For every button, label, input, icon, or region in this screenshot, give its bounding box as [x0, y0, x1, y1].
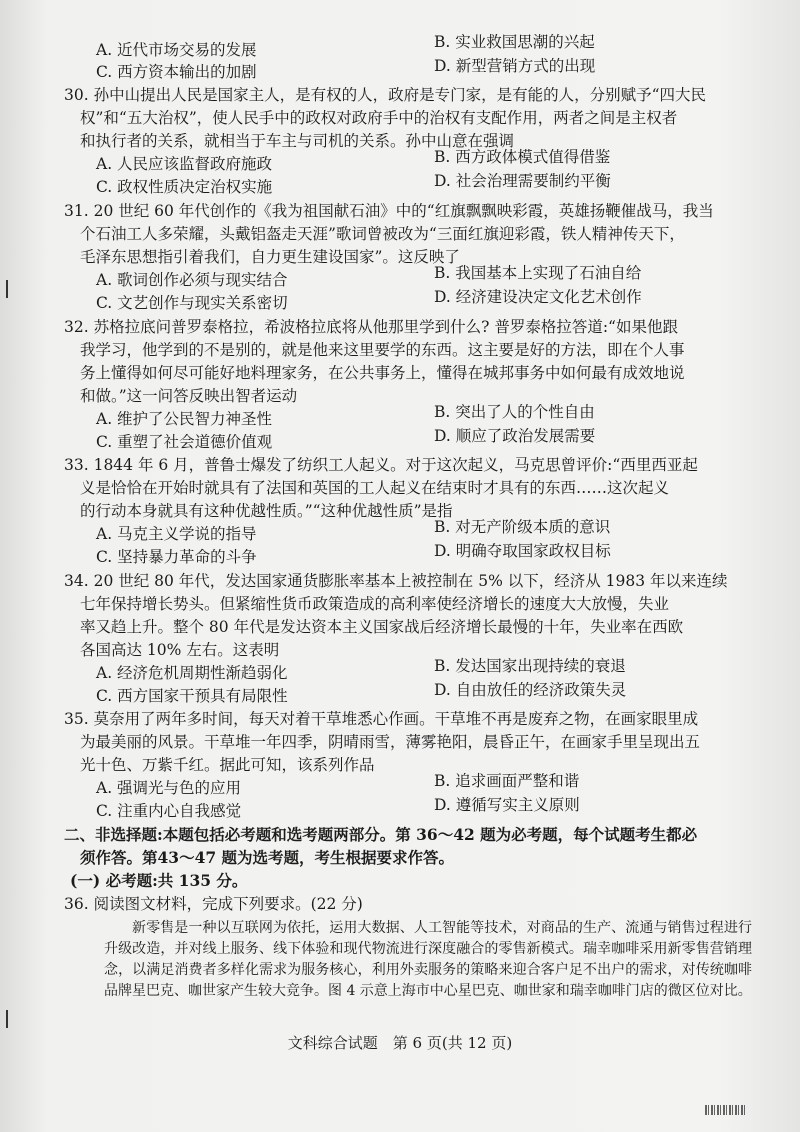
q30-option-b: B. 西方政体模式值得借鉴 [434, 148, 611, 166]
q30-stem-line2: 权”和“五大治权”，使人民手中的政权对政府手中的治权有支配作用，两者之间是主权者 [80, 109, 678, 127]
section2-subheading: (一) 必考题:共 135 分。 [70, 871, 248, 890]
q30-stem-line1: 30. 孙中山提出人民是国家主人，是有权的人，政府是专门家，是有能的人，分别赋予“四大民 [64, 86, 707, 104]
q34-stem-line3: 率又趋上升。整个 80 年代是发达资本主义国家战后经济增长最慢的十年，失业率在西欧 [80, 618, 684, 636]
q30-stem-line3: 和执行者的关系，就相当于车主与司机的关系。孙中山意在强调 [80, 132, 515, 150]
q35-option-a: A. 强调光与色的应用 [96, 779, 242, 797]
q29-option-c: C. 西方资本输出的加剧 [96, 63, 257, 81]
q29-option-a: A. 近代市场交易的发展 [96, 41, 257, 59]
q31-stem-line3: 毛泽东思想指引着我们，自力更生建设国家”。这反映了 [80, 248, 460, 266]
q34-option-c: C. 西方国家干预具有局限性 [96, 687, 288, 705]
q35-option-b: B. 追求画面严整和谐 [434, 772, 580, 790]
q32-option-a: A. 维护了公民智力神圣性 [96, 410, 273, 428]
page-footer: 文科综合试题 第 6 页(共 12 页) [287, 1034, 513, 1052]
section2-heading-line2: 须作答。第43～47 题为选考题，考生根据要求作答。 [80, 848, 455, 867]
scan-edge-mark [6, 280, 8, 298]
q30-option-a: A. 人民应该监督政府施政 [96, 155, 273, 173]
q30-option-c: C. 政权性质决定治权实施 [96, 178, 273, 196]
q29-option-b: B. 实业救国思潮的兴起 [434, 33, 595, 51]
q34-option-b: B. 发达国家出现持续的衰退 [434, 657, 626, 675]
q29-option-d: D. 新型营销方式的出现 [434, 57, 596, 75]
q33-option-d: D. 明确夺取国家政权目标 [434, 542, 611, 560]
q34-option-a: A. 经济危机周期性渐趋弱化 [96, 664, 288, 682]
q31-option-c: C. 文艺创作与现实关系密切 [96, 294, 288, 312]
q31-stem-line1: 31. 20 世纪 60 年代创作的《我为祖国献石油》中的“红旗飘飘映彩霞，英雄扬鞭催战马，我当 [64, 202, 714, 220]
q33-option-a: A. 马克主义学说的指导 [96, 525, 257, 543]
q32-stem-line3: 务上懂得如何尽可能好地料理家务，在公共事务上，懂得在城邦事务中如何最有成效地说 [80, 364, 685, 382]
q36-passage: 新零售是一种以互联网为依托，运用大数据、人工智能等技术，对商品的生产、流通与销售过程进行升级改造，并对线上服务、线下体验和现代物流进行深度融合的零售新模式。瑞幸咖啡采用新零售营销理念，以满足消费者多样化需求为服务核心，利用外卖服务的策略来迎合客户足不出户的需求，对传统咖啡品牌星巴克、咖世家产生较大竞争。图 4 示意上海市中心星巴克、咖世家和瑞幸咖啡门店的微区位对比。 [104, 920, 752, 999]
q33-stem-line1: 33. 1844 年 6 月，普鲁士爆发了纺织工人起义。对于这次起义，马克思曾评价:“西里西亚起 [64, 456, 698, 474]
q32-stem-line1: 32. 苏格拉底问普罗泰格拉，希波格拉底将从他那里学到什么? 普罗泰格拉答道:“如果他跟 [64, 318, 678, 336]
q35-stem-line1: 35. 莫奈用了两年多时间，每天对着干草堆悉心作画。干草堆不再是废弃之物，在画家眼里成 [64, 710, 699, 728]
q35-option-c: C. 注重内心自我感觉 [96, 802, 242, 820]
q35-option-d: D. 遵循写实主义原则 [434, 796, 580, 814]
q34-option-d: D. 自由放任的经济政策失灵 [434, 681, 627, 699]
q36-stem: 36. 阅读图文材料，完成下列要求。(22 分) [64, 895, 363, 913]
q31-option-a: A. 歌词创作必须与现实结合 [96, 271, 288, 289]
q33-stem-line2: 义是恰恰在开始时就具有了法国和英国的工人起义在结束时才具有的东西……这次起义 [80, 479, 670, 497]
q33-stem-line3: 的行动本身就具有这种优越性质。”“这种优越性质”是指 [80, 502, 453, 520]
q31-stem-line2: 个石油工人多荣耀，头戴铝盔走天涯”歌词曾被改为“三面红旗迎彩霞，铁人精神传天下， [80, 225, 685, 243]
q31-option-d: D. 经济建设决定文化艺术创作 [434, 288, 642, 306]
q35-stem-line2: 为最美丽的风景。干草堆一年四季，阴晴雨雪，薄雾艳阳，晨昏正午，在画家手里呈现出五 [80, 733, 701, 751]
q33-option-b: B. 对无产阶级本质的意识 [434, 518, 611, 536]
q32-option-d: D. 顺应了政治发展需要 [434, 427, 596, 445]
q32-stem-line2: 我学习，他学到的不是别的，就是他来这里要学的东西。这主要是好的方法，即在个人事 [80, 341, 685, 359]
q32-stem-line4: 和做。”这一问答反映出智者运动 [80, 387, 298, 405]
q35-stem-line3: 光十色、万紫千红。据此可知，该系列作品 [80, 756, 375, 774]
q32-option-b: B. 突出了人的个性自由 [434, 403, 595, 421]
q34-stem-line4: 各国高达 10% 左右。这表明 [80, 641, 280, 659]
q34-stem-line1: 34. 20 世纪 80 年代，发达国家通货膨胀率基本上被控制在 5% 以下，经济从 1983 年以来连续 [64, 572, 728, 590]
q30-option-d: D. 社会治理需要制约平衡 [434, 172, 611, 190]
q34-stem-line2: 七年保持增长势头。但紧缩性货币政策造成的高利率使经济增长的速度大大放慢，失业 [80, 595, 670, 613]
q32-option-c: C. 重塑了社会道德价值观 [96, 433, 273, 451]
q31-option-b: B. 我国基本上实现了石油自给 [434, 264, 642, 282]
section2-heading-line1: 二、非选择题:本题包括必考题和选考题两部分。第 36～42 题为必考题，每个试题考生都必 [64, 825, 698, 844]
q33-option-c: C. 坚持暴力革命的斗争 [96, 548, 257, 566]
scan-edge-mark [6, 1010, 8, 1028]
scan-watermark-mark [705, 1105, 745, 1115]
